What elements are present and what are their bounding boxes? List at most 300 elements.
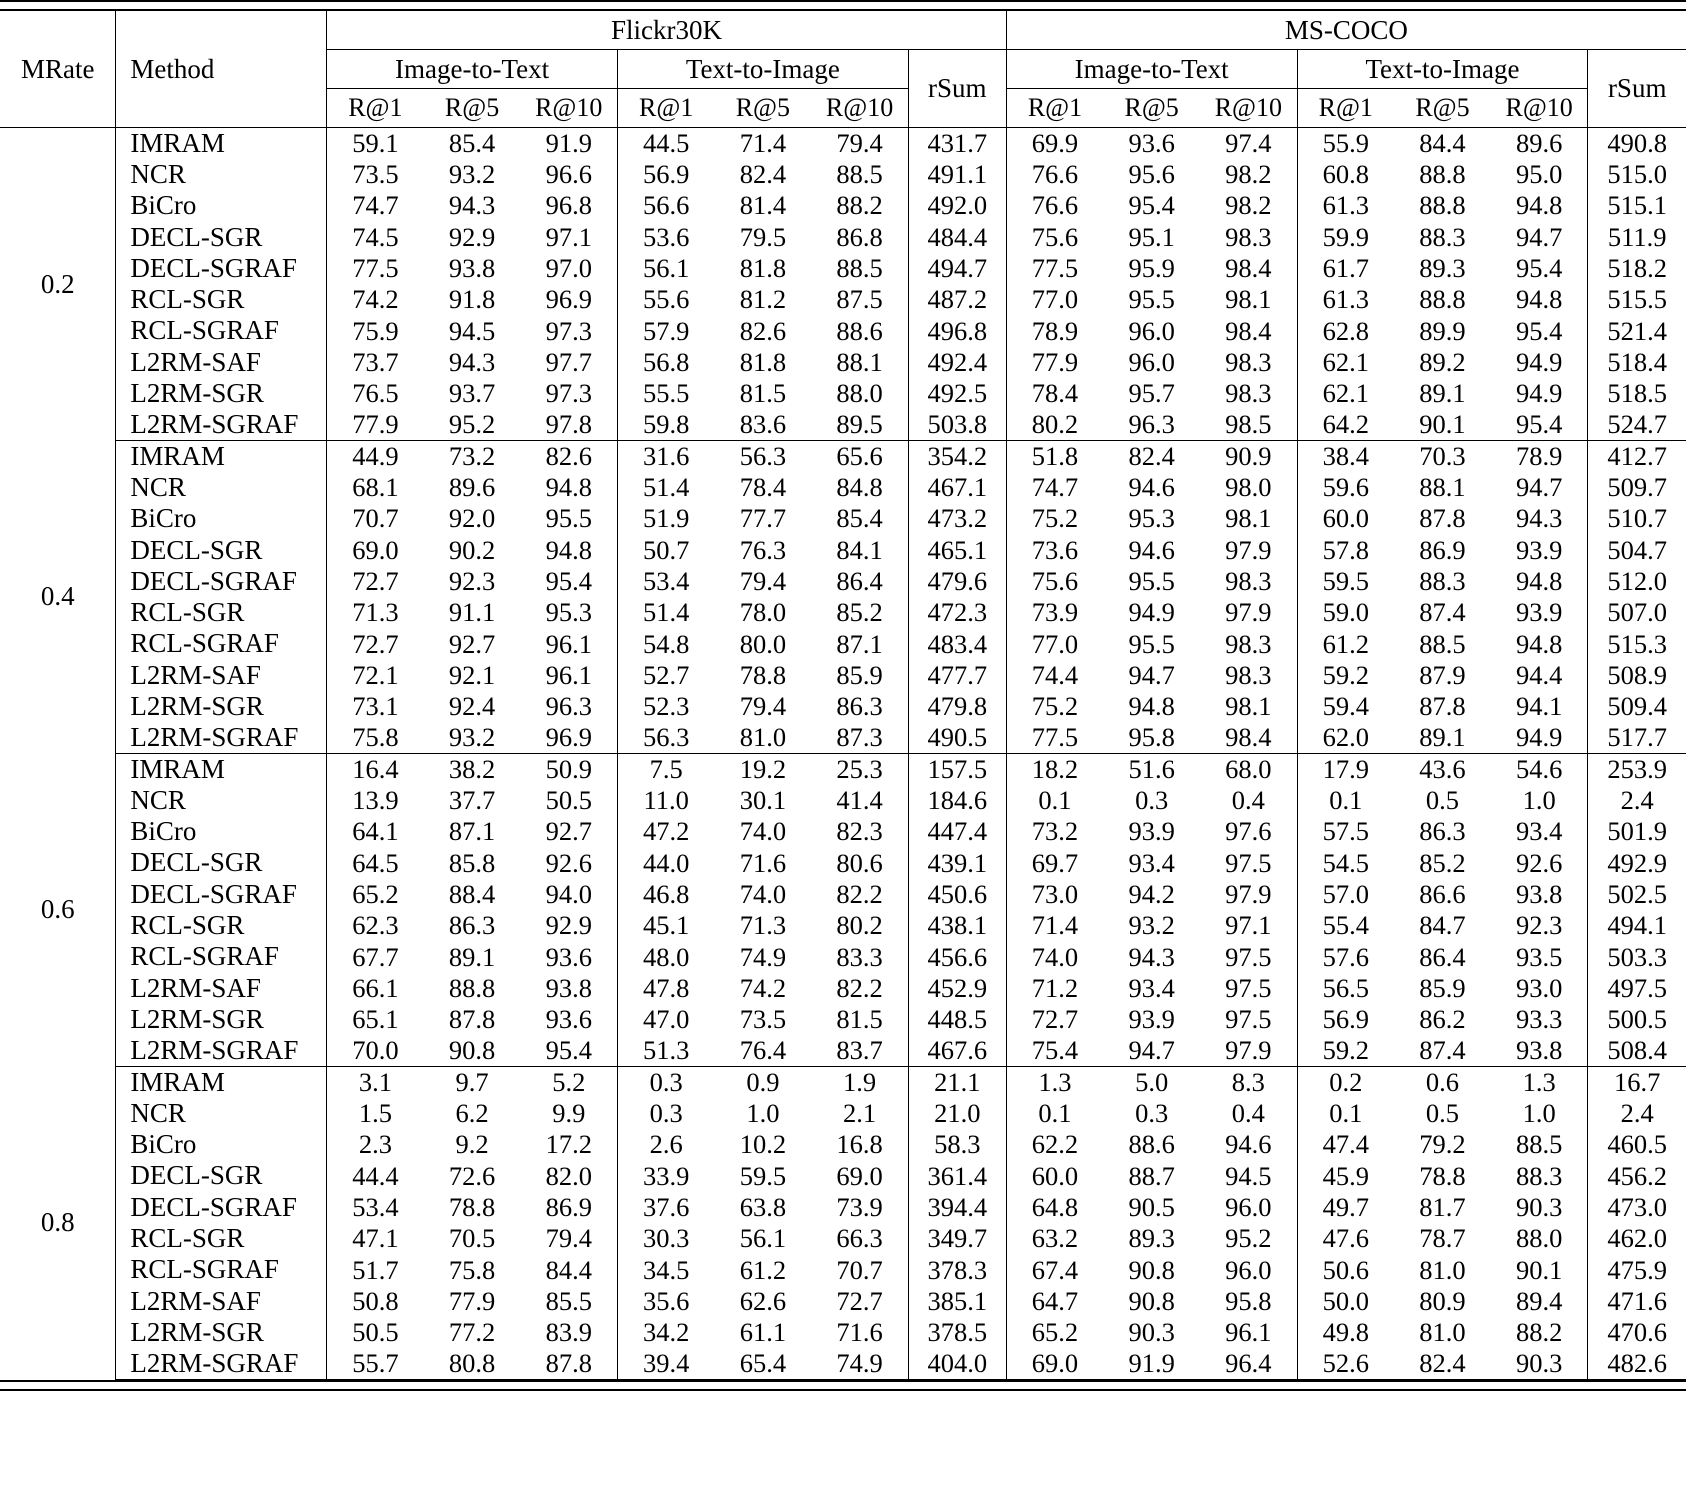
method-name: IMRAM — [116, 753, 327, 784]
cell-flickr-i2t-R5: 91.1 — [448, 597, 496, 628]
cell-coco-i2t-R1: 77.0 — [1006, 284, 1103, 315]
cell-flickr-i2t-R1: 44.4 — [327, 1160, 424, 1191]
method-name: IMRAM — [116, 128, 327, 159]
cell-flickr-t2i-R5: 71.3 — [739, 910, 787, 941]
cell-coco-t2i-R10: 1.0 — [1522, 1098, 1556, 1129]
method-name: L2RM-SGRAF — [116, 722, 327, 753]
cell-coco-t2i-R5: 88.3 — [1419, 566, 1466, 597]
cell-coco-i2t-R5: 94.7 — [1103, 1035, 1200, 1066]
header-metric-flickr-i2t-R1: R@1 — [327, 89, 424, 128]
cell-flickr-t2i-R10: 70.7 — [836, 1254, 883, 1285]
cell-coco-i2t-R1: 0.1 — [1006, 1098, 1103, 1129]
cell-flickr-i2t-R1: 51.7 — [327, 1254, 424, 1285]
cell-flickr-t2i-R10: 86.3 — [836, 691, 883, 722]
cell-flickr-t2i-R1: 0.3 — [617, 1066, 714, 1097]
cell-flickr-i2t-R1: 73.5 — [327, 159, 424, 190]
cell-flickr-t2i-R5: 74.0 — [739, 816, 787, 847]
cell-coco-rsum: 515.1 — [1588, 190, 1686, 221]
cell-flickr-i2t-R10: 82.0 — [545, 1160, 592, 1191]
cell-coco-t2i-R5: 88.8 — [1419, 159, 1466, 190]
cell-coco-rsum: 507.0 — [1588, 597, 1686, 628]
mrate-value-0-6: 0.6 — [40, 894, 75, 925]
cell-flickr-i2t-R1: 47.1 — [327, 1223, 424, 1254]
cell-coco-i2t-R1: 80.2 — [1006, 409, 1103, 440]
cell-flickr-t2i-R10: 79.4 — [836, 128, 883, 159]
cell-coco-i2t-R1: 78.9 — [1006, 315, 1103, 346]
cell-flickr-i2t-R1: 76.5 — [327, 378, 424, 409]
cell-coco-i2t-R10: 97.9 — [1225, 534, 1272, 565]
cell-flickr-i2t-R10: 92.6 — [545, 847, 592, 878]
cell-coco-i2t-R5: 95.3 — [1128, 503, 1175, 534]
cell-flickr-i2t-R10: 93.6 — [545, 941, 592, 972]
cell-coco-t2i-R1: 47.6 — [1297, 1223, 1394, 1254]
cell-flickr-t2i-R1: 52.7 — [617, 660, 714, 691]
cell-flickr-i2t-R1: 74.2 — [327, 284, 424, 315]
cell-flickr-i2t-R1: 13.9 — [327, 785, 424, 816]
cell-coco-t2i-R10: 88.3 — [1515, 1160, 1563, 1191]
cell-coco-t2i-R1: 61.7 — [1297, 253, 1394, 284]
cell-coco-i2t-R5: 94.7 — [1128, 659, 1175, 690]
cell-coco-i2t-R10: 0.4 — [1231, 1098, 1265, 1129]
cell-coco-t2i-R5: 88.8 — [1419, 190, 1466, 221]
cell-coco-rsum: 501.9 — [1588, 816, 1686, 847]
method-name: RCL-SGRAF — [116, 628, 327, 659]
cell-flickr-rsum: 450.6 — [908, 879, 1006, 910]
cell-flickr-t2i-R5: 71.6 — [739, 847, 787, 878]
cell-coco-t2i-R10: 92.3 — [1515, 910, 1563, 941]
cell-flickr-i2t-R10: 96.3 — [545, 691, 592, 722]
cell-coco-t2i-R5: 85.2 — [1419, 847, 1466, 878]
header-metric-flickr-t2i-R10: R@10 — [811, 89, 908, 128]
cell-coco-i2t-R10: 97.5 — [1225, 941, 1272, 972]
cell-flickr-t2i-R1: 54.8 — [617, 628, 714, 659]
table-row — [0, 628, 1686, 659]
cell-coco-t2i-R1: 61.2 — [1297, 628, 1394, 659]
cell-flickr-t2i-R1: 55.5 — [617, 378, 714, 409]
cell-flickr-t2i-R1: 31.6 — [617, 440, 714, 471]
cell-coco-i2t-R1: 75.2 — [1006, 503, 1103, 534]
cell-coco-t2i-R5: 87.8 — [1419, 503, 1466, 534]
cell-flickr-i2t-R1: 67.7 — [327, 941, 424, 972]
table-row — [0, 597, 1686, 628]
cell-flickr-i2t-R5: 94.3 — [448, 346, 496, 377]
cell-coco-t2i-R1: 50.6 — [1297, 1254, 1394, 1285]
cell-coco-i2t-R1: 72.7 — [1006, 1004, 1103, 1035]
cell-coco-i2t-R10: 94.6 — [1225, 1129, 1272, 1160]
cell-flickr-t2i-R10: 41.4 — [836, 785, 883, 816]
top-rule — [0, 0, 1686, 11]
method-name: NCR — [116, 472, 327, 503]
cell-flickr-t2i-R10: 72.7 — [836, 1285, 883, 1316]
cell-coco-t2i-R5: 88.5 — [1419, 628, 1466, 659]
cell-flickr-i2t-R5: 93.7 — [448, 378, 496, 409]
cell-flickr-i2t-R5: 70.5 — [448, 1223, 496, 1254]
cell-flickr-rsum: 492.0 — [908, 190, 1006, 221]
cell-flickr-i2t-R1: 75.8 — [327, 722, 424, 753]
cell-coco-t2i-R1: 55.4 — [1297, 910, 1394, 941]
cell-coco-t2i-R1: 57.0 — [1297, 879, 1394, 910]
cell-coco-rsum: 508.4 — [1588, 1035, 1686, 1066]
table-row — [0, 879, 1686, 910]
cell-coco-rsum: 456.2 — [1588, 1160, 1686, 1191]
header-metric-coco-i2t-R10: R@10 — [1200, 89, 1297, 128]
cell-coco-i2t-R5: 95.6 — [1128, 159, 1175, 190]
cell-coco-rsum: 500.5 — [1588, 1004, 1686, 1035]
cell-coco-t2i-R10: 90.1 — [1515, 1254, 1563, 1285]
cell-coco-i2t-R1: 77.5 — [1006, 253, 1103, 284]
cell-flickr-i2t-R1: 64.5 — [327, 847, 424, 878]
cell-coco-t2i-R1: 61.3 — [1297, 284, 1394, 315]
cell-coco-i2t-R5: 88.6 — [1128, 1129, 1175, 1160]
method-name: NCR — [116, 159, 327, 190]
cell-flickr-i2t-R5: 94.5 — [448, 315, 496, 346]
cell-coco-t2i-R5: 88.3 — [1419, 221, 1466, 252]
cell-coco-i2t-R1: 73.9 — [1006, 597, 1103, 628]
cell-coco-t2i-R1: 62.8 — [1297, 315, 1394, 346]
cell-flickr-i2t-R1: 74.5 — [327, 221, 424, 252]
cell-flickr-t2i-R5: 79.5 — [739, 221, 787, 252]
cell-coco-i2t-R5: 90.3 — [1128, 1317, 1175, 1348]
cell-coco-t2i-R10: 94.8 — [1515, 190, 1563, 221]
cell-coco-rsum: 509.4 — [1588, 691, 1686, 722]
cell-flickr-i2t-R10: 50.5 — [545, 785, 592, 816]
cell-flickr-t2i-R1: 56.3 — [617, 722, 714, 753]
cell-coco-t2i-R10: 93.3 — [1515, 1004, 1563, 1035]
cell-coco-i2t-R1: 1.3 — [1006, 1066, 1103, 1097]
cell-flickr-rsum: 465.1 — [908, 534, 1006, 565]
table-row — [0, 472, 1686, 503]
cell-flickr-t2i-R1: 45.1 — [617, 910, 714, 941]
cell-coco-i2t-R5: 96.0 — [1128, 315, 1175, 346]
method-name: RCL-SGR — [116, 910, 327, 941]
cell-flickr-t2i-R10: 2.1 — [843, 1098, 877, 1129]
cell-flickr-i2t-R10: 93.6 — [545, 1004, 592, 1035]
cell-coco-t2i-R1: 60.0 — [1297, 503, 1394, 534]
cell-flickr-i2t-R5: 9.7 — [455, 1067, 489, 1098]
cell-coco-i2t-R5: 95.4 — [1128, 190, 1175, 221]
table-row — [0, 691, 1686, 722]
table-row — [0, 1004, 1686, 1035]
cell-coco-i2t-R1: 65.2 — [1006, 1317, 1103, 1348]
cell-coco-t2i-R5: 86.3 — [1419, 816, 1466, 847]
cell-coco-t2i-R1: 56.9 — [1297, 1004, 1394, 1035]
cell-coco-i2t-R5: 82.4 — [1128, 441, 1175, 472]
method-name: IMRAM — [116, 1066, 327, 1097]
cell-flickr-i2t-R10: 91.9 — [545, 128, 592, 159]
cell-coco-rsum: 518.4 — [1588, 347, 1686, 378]
table-row — [0, 566, 1686, 597]
cell-coco-i2t-R1: 75.6 — [1006, 566, 1103, 597]
cell-flickr-i2t-R10: 96.9 — [545, 284, 592, 315]
cell-flickr-t2i-R1: 52.3 — [617, 691, 714, 722]
cell-flickr-t2i-R5: 77.7 — [739, 503, 787, 534]
cell-coco-t2i-R5: 89.9 — [1419, 315, 1466, 346]
cell-coco-i2t-R5: 88.7 — [1128, 1160, 1175, 1191]
header-task-coco-i2t: Image-to-Text — [1006, 50, 1297, 89]
cell-coco-t2i-R10: 95.4 — [1491, 409, 1588, 440]
cell-coco-rsum: 494.1 — [1588, 910, 1686, 941]
cell-coco-t2i-R5: 79.2 — [1419, 1129, 1466, 1160]
cell-coco-t2i-R10: 90.3 — [1515, 1191, 1563, 1222]
cell-coco-t2i-R1: 55.9 — [1297, 128, 1394, 159]
cell-coco-i2t-R10: 98.1 — [1225, 284, 1272, 315]
table-row — [0, 785, 1686, 816]
cell-flickr-rsum: 447.4 — [908, 816, 1006, 847]
cell-coco-t2i-R10: 89.6 — [1515, 128, 1563, 159]
cell-coco-t2i-R10: 94.4 — [1515, 659, 1563, 690]
method-name: RCL-SGRAF — [116, 1254, 327, 1285]
header-metric-flickr-t2i-R5: R@5 — [714, 89, 811, 128]
cell-flickr-t2i-R5: 76.4 — [714, 1035, 811, 1066]
cell-coco-i2t-R5: 96.3 — [1103, 409, 1200, 440]
cell-coco-t2i-R10: 95.4 — [1515, 253, 1563, 284]
cell-flickr-i2t-R5: 92.7 — [448, 628, 496, 659]
cell-coco-t2i-R10: 1.0 — [1522, 785, 1556, 816]
cell-coco-t2i-R1: 52.6 — [1297, 1348, 1394, 1379]
cell-flickr-i2t-R10: 95.4 — [545, 566, 592, 597]
cell-coco-t2i-R10: 93.9 — [1515, 597, 1563, 628]
method-name: L2RM-SGR — [116, 1317, 327, 1348]
cell-flickr-rsum: 394.4 — [908, 1192, 1006, 1223]
cell-flickr-t2i-R1: 39.4 — [617, 1348, 714, 1379]
cell-flickr-i2t-R1: 72.1 — [327, 660, 424, 691]
cell-flickr-t2i-R5: 10.2 — [739, 1129, 787, 1160]
cell-flickr-t2i-R5: 61.2 — [739, 1254, 787, 1285]
cell-flickr-i2t-R10: 92.9 — [545, 910, 592, 941]
cell-coco-i2t-R5: 90.8 — [1128, 1285, 1175, 1316]
cell-flickr-t2i-R10: 88.5 — [836, 253, 883, 284]
cell-coco-t2i-R5: 82.4 — [1394, 1348, 1491, 1379]
method-name: IMRAM — [116, 440, 327, 471]
cell-coco-t2i-R10: 93.4 — [1515, 816, 1563, 847]
cell-flickr-i2t-R10: 97.1 — [545, 221, 592, 252]
cell-coco-i2t-R1: 74.7 — [1006, 472, 1103, 503]
header-mrate: MRate — [0, 11, 116, 128]
cell-flickr-i2t-R1: 50.8 — [327, 1285, 424, 1316]
cell-coco-t2i-R10: 94.8 — [1515, 284, 1563, 315]
cell-flickr-t2i-R10: 80.2 — [836, 910, 883, 941]
table-row — [0, 910, 1686, 941]
cell-coco-rsum: 2.4 — [1588, 785, 1686, 816]
cell-flickr-rsum: 354.2 — [908, 440, 1006, 471]
cell-coco-t2i-R1: 59.6 — [1297, 472, 1394, 503]
method-name: DECL-SGRAF — [116, 566, 327, 597]
cell-flickr-t2i-R10: 69.0 — [836, 1160, 883, 1191]
cell-flickr-t2i-R1: 51.4 — [617, 472, 714, 503]
cell-flickr-i2t-R1: 71.3 — [327, 597, 424, 628]
table-row — [0, 1098, 1686, 1129]
header-dataset-flickr30k: Flickr30K — [327, 11, 1007, 50]
cell-flickr-i2t-R1: 74.7 — [327, 190, 424, 221]
method-name: L2RM-SAF — [116, 660, 327, 691]
cell-flickr-t2i-R5: 80.0 — [739, 628, 787, 659]
cell-coco-rsum: 462.0 — [1588, 1223, 1686, 1254]
cell-coco-rsum: 470.6 — [1588, 1317, 1686, 1348]
cell-coco-t2i-R1: 0.1 — [1297, 785, 1394, 816]
cell-coco-t2i-R1: 49.7 — [1297, 1192, 1394, 1223]
table-row — [0, 660, 1686, 691]
cell-coco-i2t-R1: 0.1 — [1006, 785, 1103, 816]
cell-flickr-i2t-R10: 84.4 — [545, 1254, 592, 1285]
cell-coco-rsum: 517.7 — [1588, 722, 1686, 753]
cell-flickr-rsum: 21.0 — [908, 1098, 1006, 1129]
cell-coco-i2t-R10: 98.4 — [1225, 253, 1272, 284]
cell-coco-t2i-R10: 94.1 — [1515, 691, 1563, 722]
cell-flickr-i2t-R5: 85.8 — [448, 847, 496, 878]
cell-flickr-t2i-R10: 89.5 — [811, 409, 908, 440]
method-name: L2RM-SAF — [116, 347, 327, 378]
cell-flickr-rsum: 448.5 — [908, 1004, 1006, 1035]
cell-coco-rsum: 518.5 — [1588, 378, 1686, 409]
cell-coco-t2i-R10: 95.4 — [1515, 315, 1563, 346]
cell-flickr-i2t-R1: 70.7 — [327, 503, 424, 534]
rule-line — [0, 1379, 1686, 1391]
cell-flickr-t2i-R1: 46.8 — [617, 879, 714, 910]
cell-flickr-t2i-R5: 61.1 — [739, 1317, 787, 1348]
method-name: L2RM-SGR — [116, 378, 327, 409]
cell-flickr-rsum: 472.3 — [908, 597, 1006, 628]
cell-flickr-t2i-R5: 81.8 — [739, 346, 787, 377]
cell-flickr-i2t-R5: 95.2 — [424, 409, 521, 440]
cell-coco-t2i-R5: 89.2 — [1419, 346, 1466, 377]
header-metric-coco-t2i-R5: R@5 — [1394, 89, 1491, 128]
method-name: DECL-SGRAF — [116, 879, 327, 910]
cell-coco-t2i-R5: 87.8 — [1419, 691, 1466, 722]
cell-coco-t2i-R1: 59.4 — [1297, 691, 1394, 722]
cell-flickr-t2i-R10: 88.2 — [836, 190, 883, 221]
cell-flickr-t2i-R5: 0.9 — [746, 1067, 780, 1098]
cell-coco-t2i-R10: 88.2 — [1515, 1317, 1563, 1348]
cell-coco-i2t-R10: 98.2 — [1225, 159, 1272, 190]
cell-flickr-t2i-R10: 85.2 — [836, 597, 883, 628]
cell-coco-rsum: 510.7 — [1588, 503, 1686, 534]
cell-flickr-t2i-R1: 35.6 — [617, 1285, 714, 1316]
cell-flickr-i2t-R1: 3.1 — [327, 1066, 424, 1097]
cell-coco-i2t-R10: 98.5 — [1200, 409, 1297, 440]
cell-coco-t2i-R1: 59.2 — [1297, 660, 1394, 691]
cell-flickr-t2i-R5: 59.5 — [739, 1160, 787, 1191]
cell-coco-rsum: 508.9 — [1588, 660, 1686, 691]
cell-flickr-t2i-R5: 78.4 — [739, 472, 787, 503]
cell-flickr-t2i-R10: 88.6 — [836, 315, 883, 346]
cell-coco-i2t-R10: 98.4 — [1200, 722, 1297, 753]
cell-coco-i2t-R5: 90.8 — [1128, 1254, 1175, 1285]
cell-flickr-rsum: 483.4 — [908, 628, 1006, 659]
cell-coco-rsum: 482.6 — [1588, 1348, 1686, 1379]
table-row — [0, 722, 1686, 753]
cell-coco-t2i-R1: 45.9 — [1297, 1160, 1394, 1191]
bottom-rule — [0, 1379, 1686, 1391]
cell-coco-i2t-R10: 96.0 — [1225, 1191, 1272, 1222]
cell-flickr-rsum: 494.7 — [908, 253, 1006, 284]
table-row — [0, 284, 1686, 315]
cell-coco-i2t-R5: 93.2 — [1128, 910, 1175, 941]
cell-flickr-i2t-R1: 65.1 — [327, 1004, 424, 1035]
cell-flickr-t2i-R10: 88.0 — [836, 378, 883, 409]
cell-flickr-t2i-R1: 57.9 — [617, 315, 714, 346]
cell-flickr-i2t-R10: 95.5 — [545, 503, 592, 534]
cell-coco-t2i-R1: 0.1 — [1297, 1098, 1394, 1129]
cell-coco-i2t-R1: 74.4 — [1006, 660, 1103, 691]
cell-flickr-i2t-R10: 79.4 — [545, 1223, 592, 1254]
cell-flickr-rsum: 467.1 — [908, 472, 1006, 503]
cell-coco-i2t-R5: 93.9 — [1128, 1004, 1175, 1035]
cell-flickr-i2t-R1: 70.0 — [327, 1035, 424, 1066]
header-metric-flickr-i2t-R10: R@10 — [521, 89, 618, 128]
cell-coco-i2t-R1: 78.4 — [1006, 378, 1103, 409]
cell-flickr-t2i-R5: 56.1 — [739, 1223, 787, 1254]
cell-flickr-t2i-R1: 56.1 — [617, 253, 714, 284]
cell-flickr-t2i-R1: 7.5 — [617, 753, 714, 784]
method-name: DECL-SGRAF — [116, 253, 327, 284]
cell-coco-i2t-R1: 51.8 — [1006, 440, 1103, 471]
cell-flickr-i2t-R5: 92.1 — [448, 659, 496, 690]
cell-coco-i2t-R5: 0.3 — [1135, 1098, 1169, 1129]
cell-flickr-rsum: 484.4 — [908, 221, 1006, 252]
table-row — [0, 753, 1686, 784]
header-metric-coco-t2i-R1: R@1 — [1297, 89, 1394, 128]
cell-coco-t2i-R5: 81.0 — [1419, 1317, 1466, 1348]
cell-coco-i2t-R5: 95.9 — [1128, 253, 1175, 284]
cell-coco-t2i-R5: 90.1 — [1394, 409, 1491, 440]
cell-coco-t2i-R5: 78.8 — [1419, 1160, 1466, 1191]
method-name: DECL-SGR — [116, 847, 327, 878]
cell-flickr-i2t-R5: 85.4 — [448, 128, 496, 159]
table-row — [0, 816, 1686, 847]
cell-coco-i2t-R10: 98.3 — [1225, 221, 1272, 252]
cell-flickr-i2t-R1: 77.9 — [327, 409, 424, 440]
cell-flickr-i2t-R1: 44.9 — [327, 440, 424, 471]
cell-coco-t2i-R1: 38.4 — [1297, 440, 1394, 471]
cell-flickr-t2i-R5: 79.4 — [739, 566, 787, 597]
cell-coco-i2t-R1: 71.4 — [1006, 910, 1103, 941]
cell-flickr-i2t-R10: 96.6 — [545, 159, 592, 190]
cell-flickr-rsum: 378.3 — [908, 1254, 1006, 1285]
rule-line — [0, 0, 1686, 11]
cell-flickr-i2t-R1: 75.9 — [327, 315, 424, 346]
cell-coco-t2i-R1: 62.1 — [1297, 347, 1394, 378]
cell-flickr-t2i-R10: 87.5 — [836, 284, 883, 315]
header-metric-coco-i2t-R1: R@1 — [1006, 89, 1103, 128]
cell-flickr-i2t-R10: 97.3 — [545, 315, 592, 346]
cell-flickr-i2t-R5: 94.3 — [448, 190, 496, 221]
table-row — [0, 159, 1686, 190]
cell-coco-i2t-R10: 98.3 — [1225, 659, 1272, 690]
cell-coco-t2i-R1: 59.9 — [1297, 221, 1394, 252]
cell-flickr-t2i-R5: 81.5 — [739, 378, 787, 409]
method-name: L2RM-SGRAF — [116, 1035, 327, 1066]
method-name: RCL-SGRAF — [116, 315, 327, 346]
cell-coco-i2t-R10: 8.3 — [1231, 1067, 1265, 1098]
cell-coco-t2i-R10: 94.9 — [1515, 346, 1563, 377]
cell-coco-i2t-R10: 94.5 — [1225, 1160, 1272, 1191]
cell-flickr-t2i-R1: 56.8 — [617, 347, 714, 378]
cell-flickr-rsum: 467.6 — [908, 1035, 1006, 1066]
cell-coco-i2t-R5: 5.0 — [1135, 1067, 1169, 1098]
cell-coco-i2t-R10: 68.0 — [1225, 754, 1272, 785]
table-row — [0, 253, 1686, 284]
cell-flickr-i2t-R1: 72.7 — [327, 566, 424, 597]
cell-coco-t2i-R5: 88.1 — [1419, 472, 1466, 503]
cell-coco-t2i-R1: 54.5 — [1297, 847, 1394, 878]
method-name: L2RM-SGRAF — [116, 1348, 327, 1379]
cell-coco-t2i-R5: 78.7 — [1419, 1223, 1466, 1254]
cell-coco-t2i-R10: 90.3 — [1491, 1348, 1588, 1379]
cell-coco-i2t-R5: 95.8 — [1103, 722, 1200, 753]
cell-flickr-i2t-R10: 83.9 — [545, 1317, 592, 1348]
cell-coco-t2i-R5: 86.9 — [1419, 534, 1466, 565]
cell-coco-i2t-R1: 63.2 — [1006, 1223, 1103, 1254]
